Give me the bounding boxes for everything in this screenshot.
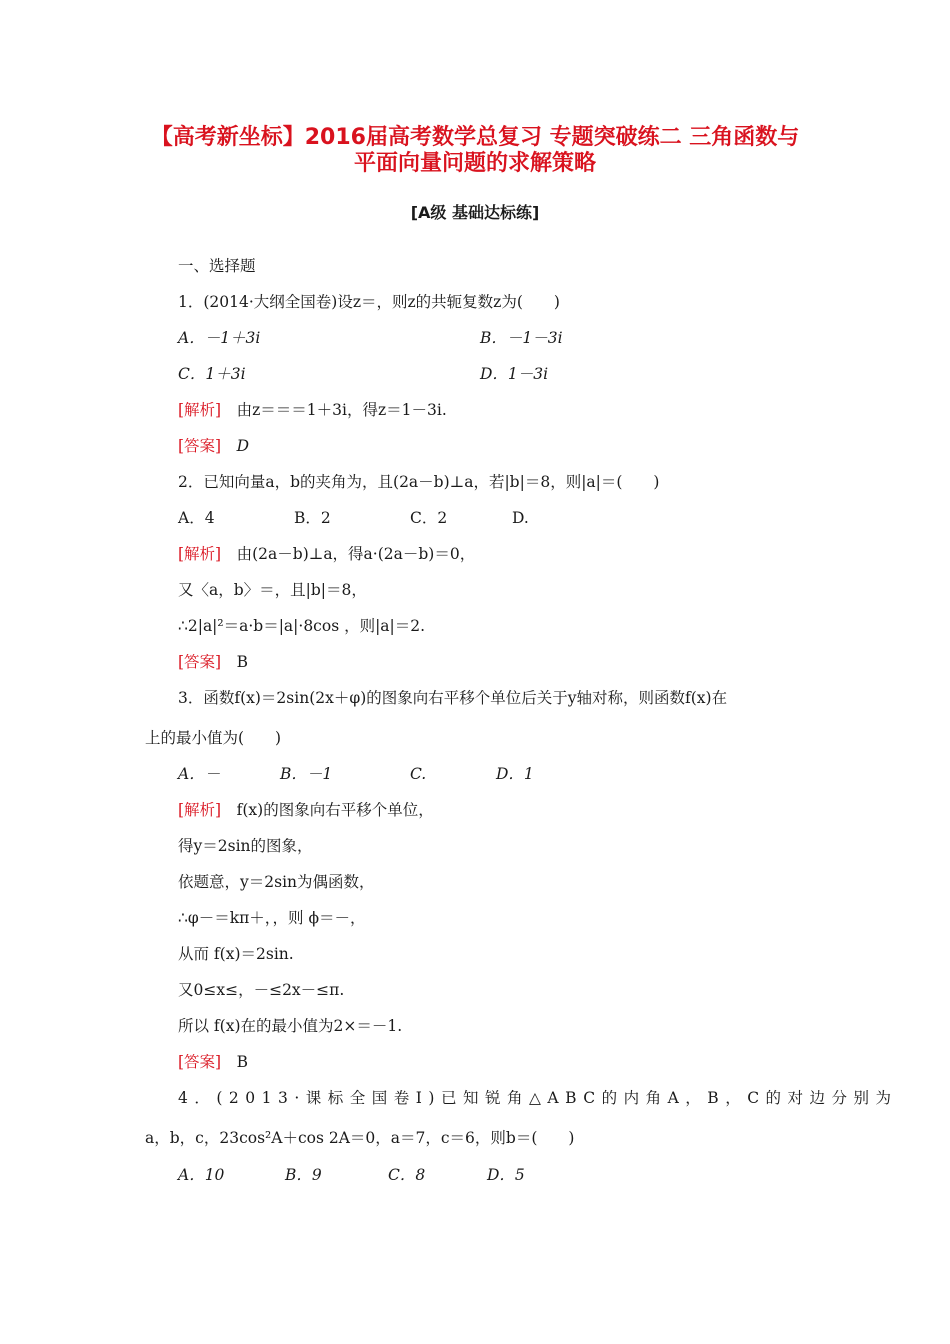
q1-analysis-text: 由z＝＝＝1＋3i，得z＝1－3i. — [236, 401, 447, 419]
q3-answer — [178, 1052, 248, 1072]
q4-option-c: C．8 — [388, 1166, 426, 1184]
q4-option-b: B．9 — [285, 1166, 322, 1184]
q4-option-d: D．5 — [487, 1166, 525, 1184]
q3-stem-line-2: 上的最小值为( ) — [145, 729, 282, 747]
q2-option-a: A．4 — [178, 509, 215, 527]
q2-answer — [178, 652, 248, 672]
document-title-line-2: 平面向量问题的求解策略 — [353, 151, 596, 176]
q1-answer-text: D — [236, 437, 250, 455]
q2-analysis-line-1: 由(2a－b)⊥a，得a·(2a－b)＝0， — [236, 545, 476, 563]
q1-stem: 1．(2014·大纲全国卷)设z＝，则z的共轭复数z为( ) — [178, 293, 560, 311]
answer-tag: [答案] — [178, 653, 222, 671]
q2-stem: 2．已知向量a，b的夹角为，且(2a－b)⊥a，若|b|＝8，则|a|＝( ) — [178, 473, 660, 491]
q1-analysis — [178, 400, 447, 420]
q3-analysis-line-4: ∴φ－＝kπ＋，，则 ϕ＝－， — [178, 909, 366, 927]
q1-option-b: B．－1－3i — [480, 329, 563, 347]
document-title-line-1: 【高考新坐标】2016届高考数学总复习 专题突破练二 三角函数与 — [150, 125, 800, 150]
q1-answer — [178, 436, 249, 456]
level-heading: [A级 基础达标练] — [410, 203, 540, 222]
q2-option-c: C．2 — [410, 509, 448, 527]
q2-analysis-line-2: 又〈a，b〉＝，且|b|＝8， — [178, 581, 367, 599]
q3-option-c: C. — [410, 765, 427, 783]
q2-option-b: B．2 — [294, 509, 331, 527]
q3-analysis-line-3: 依题意，y＝2sin为偶函数， — [178, 873, 375, 891]
analysis-tag: [解析] — [178, 801, 222, 819]
q3-analysis-line-7: 所以 f(x)在的最小值为2×＝－1. — [178, 1017, 403, 1035]
q1-option-a: A．－1＋3i — [178, 329, 261, 347]
q3-analysis — [178, 800, 434, 820]
q3-option-b: B．－1 — [280, 765, 333, 783]
q1-option-d: D．1－3i — [480, 365, 549, 383]
q3-analysis-line-1: f(x)的图象向右平移个单位， — [236, 801, 434, 819]
q2-option-d: D. — [512, 509, 529, 527]
section-heading: 一、选择题 — [178, 257, 256, 275]
q3-analysis-line-5: 从而 f(x)＝2sin. — [178, 945, 294, 963]
q3-stem-line-1: 3．函数f(x)＝2sin(2x＋φ)的图象向右平移个单位后关于y轴对称，则函数f(x)在 — [178, 689, 728, 707]
q2-analysis-line-3: ∴2|a|²＝a·b＝|a|·8cos ，则|a|＝2. — [178, 617, 426, 635]
q3-analysis-line-2: 得y＝2sin的图象， — [178, 837, 313, 855]
answer-tag: [答案] — [178, 437, 222, 455]
q4-stem-line-2: a，b，c，23cos²A＋cos 2A＝0，a＝7，c＝6，则b＝( ) — [145, 1129, 575, 1147]
q3-option-a: A．－ — [178, 765, 221, 783]
q2-analysis — [178, 544, 475, 564]
analysis-tag: [解析] — [178, 401, 222, 419]
q1-option-c: C．1＋3i — [178, 365, 246, 383]
q3-analysis-line-6: 又0≤x≤，－≤2x－≤π. — [178, 981, 345, 999]
q3-option-d: D．1 — [496, 765, 534, 783]
analysis-tag: [解析] — [178, 545, 222, 563]
q3-answer-text: B — [236, 1053, 249, 1071]
answer-tag: [答案] — [178, 1053, 222, 1071]
q2-answer-text: B — [236, 653, 249, 671]
q4-stem-line-1: 4．(2013·课标全国卷Ⅰ)已知锐角△ABC的内角A，B，C的对边分别为 — [178, 1089, 898, 1107]
q4-option-a: A．10 — [178, 1166, 225, 1184]
